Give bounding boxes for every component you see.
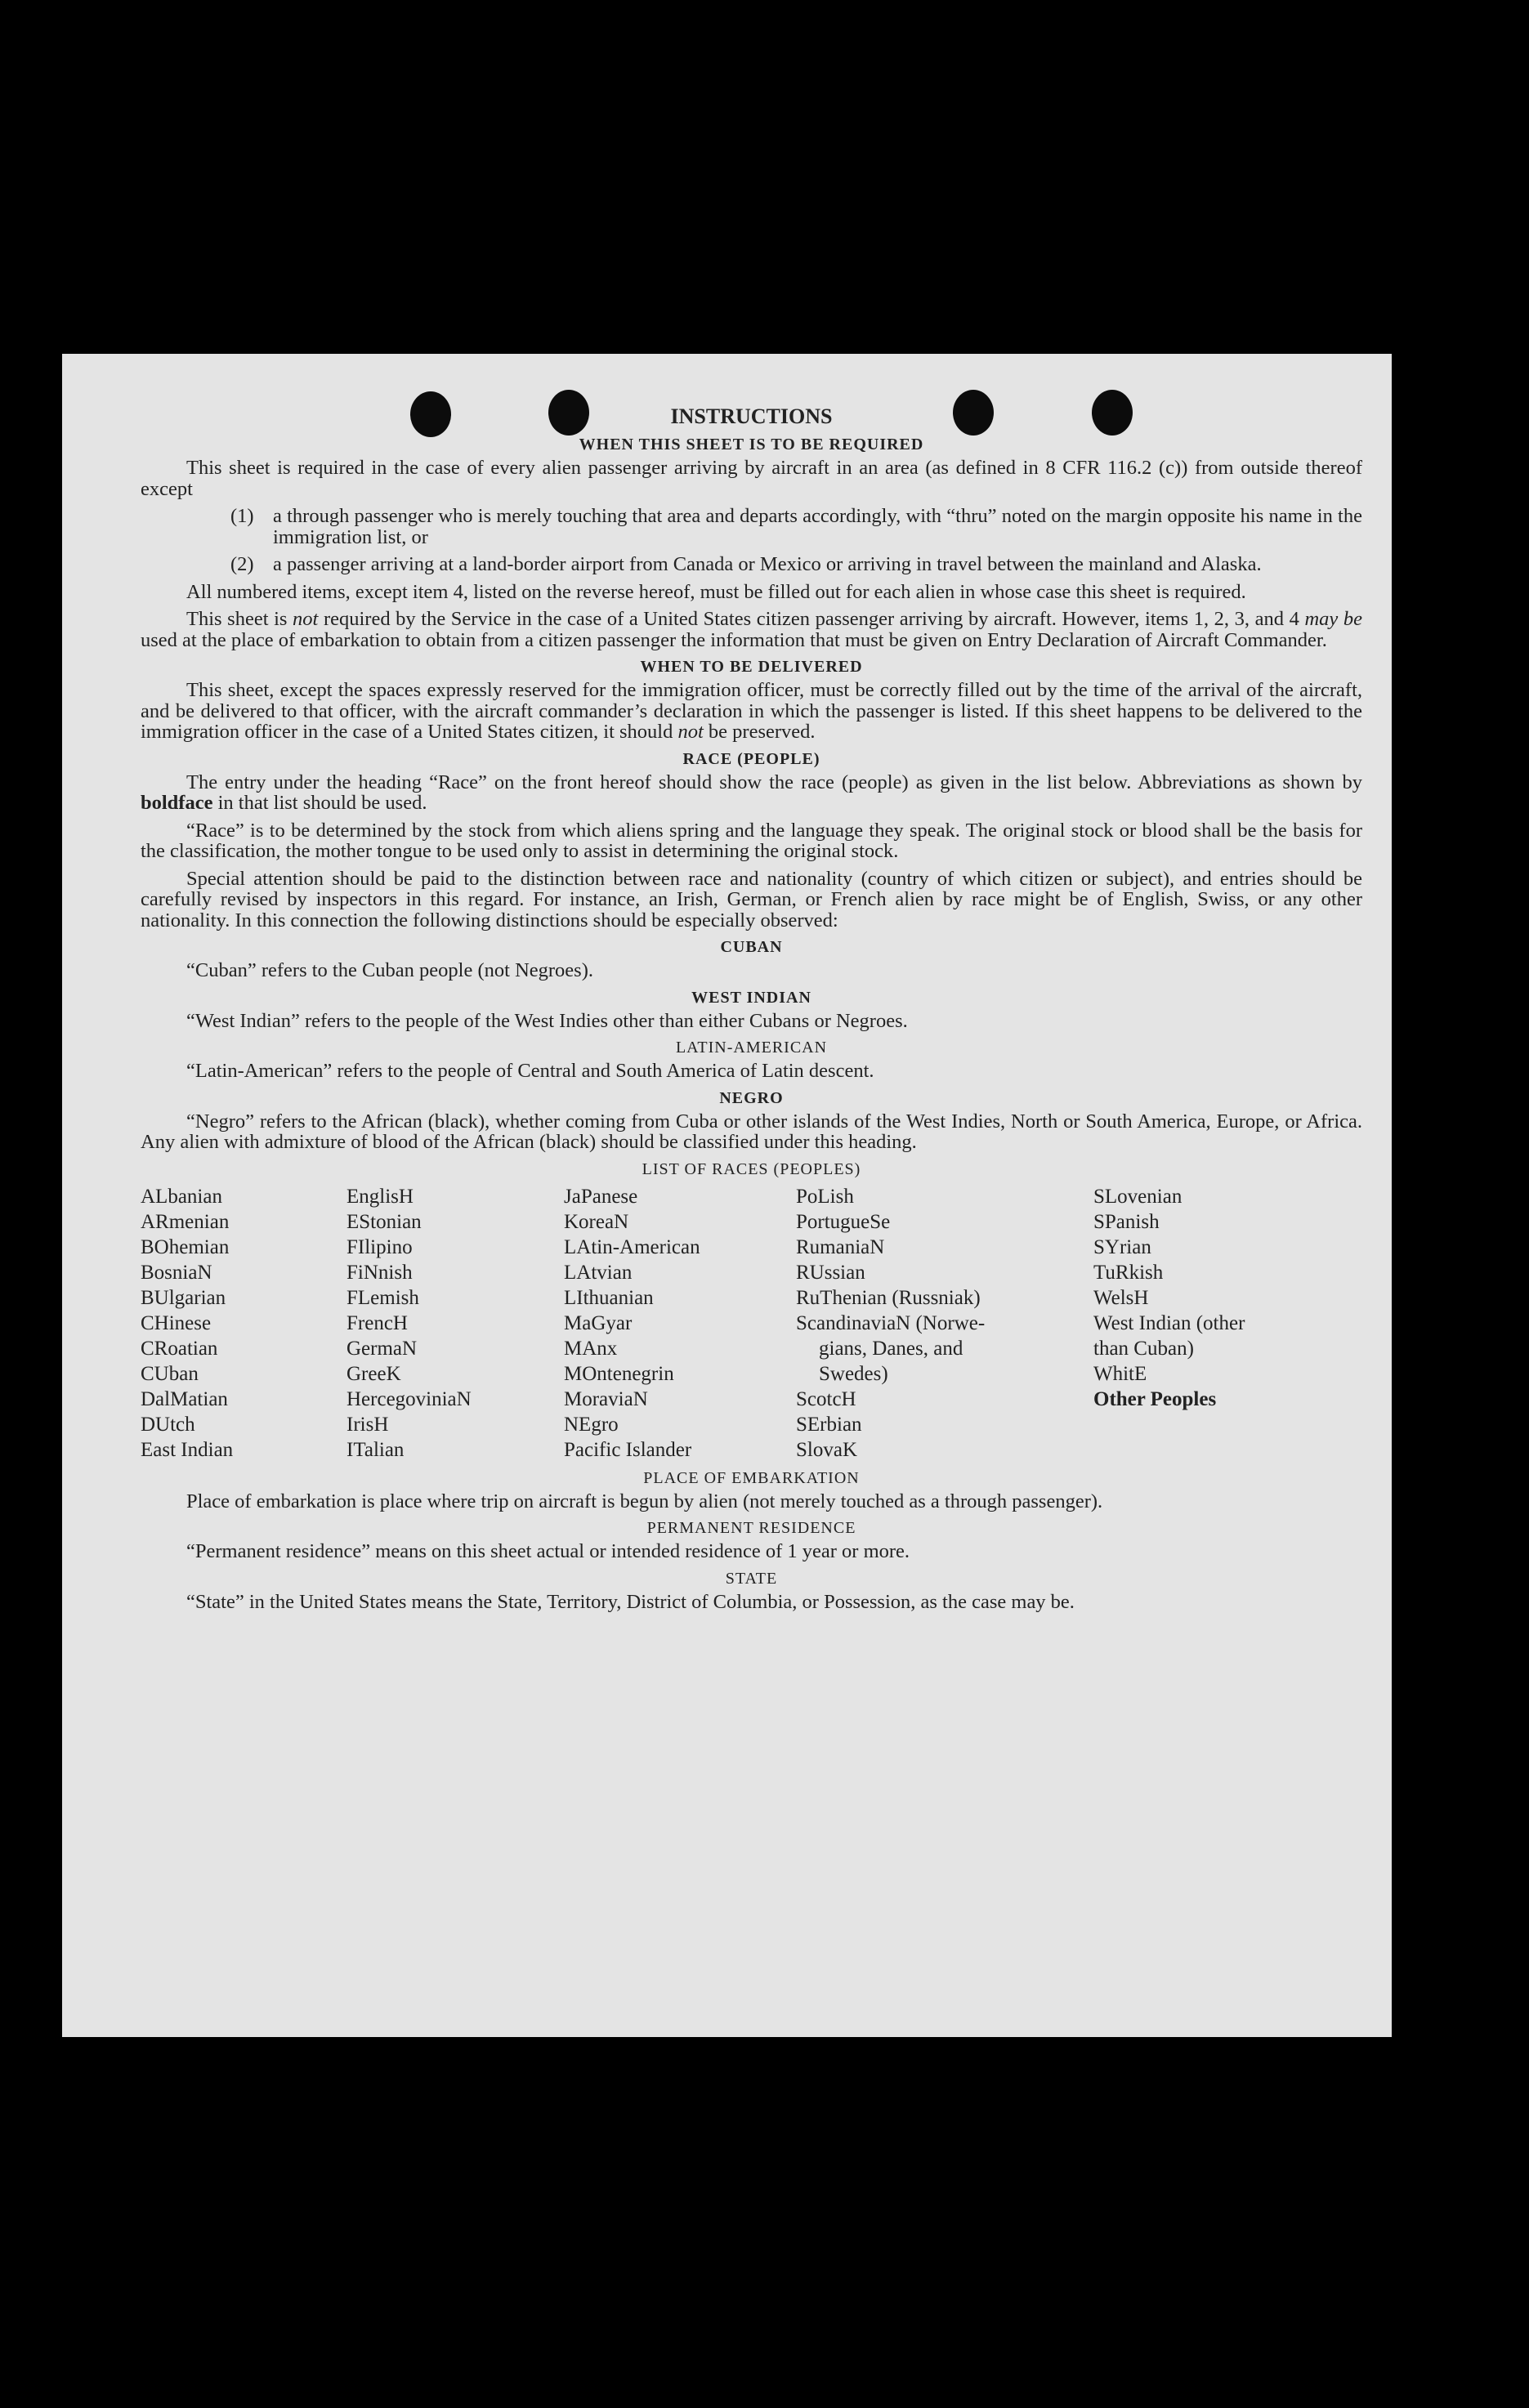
section-heading-place-of-embarkation: PLACE OF EMBARKATION (643, 1468, 860, 1487)
paragraph-latin-american: “Latin-American” refers to the people of Central and South America of Latin descent. (186, 1060, 874, 1082)
section-heading-list-of-races: LIST OF RACES (PEOPLES) (642, 1159, 861, 1178)
race-entry: FIlipino (346, 1235, 413, 1258)
race-entry: BosniaN (141, 1261, 212, 1284)
race-entry: FLemish (346, 1286, 419, 1309)
race-entry: MaGyar (564, 1311, 633, 1334)
race-entry: RumaniaN (796, 1235, 885, 1258)
race-entry: NEgro (564, 1413, 619, 1436)
race-entry: EStonian (346, 1210, 422, 1233)
race-entry-continued: Swedes) (819, 1362, 888, 1385)
race-entry: CHinese (141, 1311, 212, 1334)
race-entry: KoreaN (564, 1210, 629, 1233)
race-entry: BOhemian (141, 1235, 230, 1258)
section-heading-west-indian: WEST INDIAN (691, 988, 811, 1007)
race-entry: GermaN (346, 1337, 418, 1360)
section-heading-permanent-residence: PERMANENT RESIDENCE (646, 1519, 856, 1537)
item-text: a through passenger who is merely touching that area and departs accordingly, with “thru” noted on the margin opposite his name in the immigration list, or (273, 505, 1362, 548)
races-column (346, 1184, 564, 1463)
race-entry: LAtin-American (564, 1235, 700, 1258)
race-entry: FiNnish (346, 1261, 413, 1284)
paragraph-citizen-passenger (141, 609, 1362, 650)
item-text: a passenger arriving at a land-border airport from Canada or Mexico or arriving in travel between the mainland and Alaska. (273, 553, 1262, 575)
item-number: (2) (230, 553, 254, 575)
paragraph-state: “State” in the United States means the State, Territory, District of Columbia, or Possession, as the case may be. (186, 1590, 1075, 1613)
race-entry: LAtvian (564, 1261, 633, 1284)
race-entry-continued: gians, Danes, and (819, 1337, 963, 1360)
race-entry: West Indian (other (1093, 1311, 1245, 1334)
race-entry: DalMatian (141, 1387, 228, 1410)
race-entry: HercegoviniaN (346, 1387, 472, 1410)
race-entry: WhitE (1093, 1362, 1147, 1385)
text-run: The entry under the heading “Race” on the front hereof should show the race (people) as given in the list below. Abbreviations as shown by (186, 771, 1362, 793)
race-entry: ALbanian (141, 1185, 222, 1208)
section-heading-latin-american: LATIN-AMERICAN (675, 1039, 828, 1057)
text-run: This sheet, except the spaces expressly reserved for the immigration officer, must be correctly filled out by the time of the arrival of the aircraft, and be delivered to that officer, with the aircraft commander’s declaration in which the passenger is listed. If this sheet happens to be delivered to the immigration officer in the case of a United States citizen, it should (141, 679, 1362, 743)
race-entry: Pacific Islander (564, 1438, 692, 1461)
race-entry: LIthuanian (564, 1286, 654, 1309)
races-list (141, 1184, 1362, 1463)
race-entry: MAnx (564, 1337, 618, 1360)
race-entry: MOntenegrin (564, 1362, 674, 1385)
race-entry: SPanish (1093, 1210, 1160, 1233)
race-entry: PoLish (796, 1185, 854, 1208)
text-run: This sheet is (186, 608, 293, 630)
race-entry: GreeK (346, 1362, 401, 1385)
instructions-content (141, 404, 1362, 1619)
races-column (564, 1184, 796, 1463)
races-column (796, 1184, 1093, 1463)
page-title: INSTRUCTIONS (670, 404, 833, 428)
section-heading-race: RACE (PEOPLE) (682, 749, 820, 768)
section-heading-state: STATE (725, 1569, 778, 1588)
paragraph-race-entry (141, 772, 1362, 814)
race-entry: CRoatian (141, 1337, 218, 1360)
section-heading-when-required: WHEN THIS SHEET IS TO BE REQUIRED (579, 436, 924, 453)
text-run: in that list should be used. (212, 792, 427, 814)
section-heading-cuban: CUBAN (720, 938, 783, 956)
paragraph-west-indian: “West Indian” refers to the people of the West Indies other than either Cubans or Negroes. (186, 1009, 908, 1032)
bold-text: boldface (141, 792, 213, 814)
text-run: be preserved. (703, 721, 816, 743)
race-entry: IrisH (346, 1413, 389, 1436)
race-entry: PortugueSe (796, 1210, 891, 1233)
paragraph-race-nationality: Special attention should be paid to the distinction between race and nationality (country of which citizen or subject), and entries should be carefully revised by inspectors in this regard. For instance, an Irish, German, or French alien by race might be of English, Swiss, or any other nationality. In this connection the following distinctions should be especially observed: (141, 867, 1362, 931)
emphasis-text: not (677, 721, 704, 743)
exception-item (230, 506, 1362, 547)
race-entry: RUssian (796, 1261, 865, 1284)
paragraph-cuban: “Cuban” refers to the Cuban people (not Negroes). (186, 959, 593, 981)
race-entry: ARmenian (141, 1210, 230, 1233)
emphasis-text: not (293, 608, 319, 630)
race-entry: JaPanese (564, 1185, 638, 1208)
race-entry: East Indian (141, 1438, 234, 1461)
race-entry: DUtch (141, 1413, 195, 1436)
race-entry: SErbian (796, 1413, 862, 1436)
race-entry: EnglisH (346, 1185, 414, 1208)
races-column (141, 1184, 346, 1463)
race-entry: BUlgarian (141, 1286, 226, 1309)
section-heading-negro: NEGRO (719, 1088, 784, 1107)
race-entry: Other Peoples (1093, 1387, 1217, 1410)
race-entry: RuThenian (Russniak) (796, 1286, 981, 1309)
paragraph-negro: “Negro” refers to the African (black), whether coming from Cuba or other islands of the West Indies, North or South America, Europe, or Africa. Any alien with admixture of blood of the African (black) should be classified under this heading. (141, 1110, 1362, 1153)
paragraph-when-delivered (141, 680, 1362, 743)
paragraph-place-of-embarkation: Place of embarkation is place where trip on aircraft is begun by alien (not merely touched as a through passenger). (186, 1490, 1103, 1512)
section-heading-when-delivered: WHEN TO BE DELIVERED (640, 658, 863, 676)
paragraph-when-required-intro: This sheet is required in the case of every alien passenger arriving by aircraft in an area (as defined in 8 CFR 116.2 (c)) from outside thereof except (141, 457, 1362, 500)
document-sheet (62, 354, 1392, 2037)
emphasis-text: may be (1304, 608, 1362, 630)
race-entry: MoraviaN (564, 1387, 648, 1410)
text-run: required by the Service in the case of a United States citizen passenger arriving by aircraft. However, items 1, 2, 3, and 4 (318, 608, 1305, 630)
race-entry: ScotcH (796, 1387, 856, 1410)
race-entry: TuRkish (1093, 1261, 1164, 1284)
paragraph-numbered-items: All numbered items, except item 4, listed on the reverse hereof, must be filled out for each alien in whose case this sheet is required. (186, 580, 1246, 603)
race-entry: ITalian (346, 1438, 405, 1461)
race-entry: WelsH (1093, 1286, 1149, 1309)
race-entry-continued: than Cuban) (1093, 1337, 1194, 1360)
race-entry: FrencH (346, 1311, 408, 1334)
race-entry: ScandinaviaN (Norwe- (796, 1311, 986, 1334)
race-entry: SYrian (1093, 1235, 1151, 1258)
races-column (1093, 1184, 1339, 1463)
paragraph-race-definition: “Race” is to be determined by the stock from which aliens spring and the language they speak. The original stock or blood shall be the basis for the classification, the mother tongue to be used only to assist in determining the original stock. (141, 819, 1362, 862)
exception-item (230, 554, 1362, 575)
race-entry: SlovaK (796, 1438, 857, 1461)
paragraph-permanent-residence: “Permanent residence” means on this sheet actual or intended residence of 1 year or more. (186, 1540, 910, 1562)
item-number: (1) (230, 505, 254, 527)
race-entry: CUban (141, 1362, 199, 1385)
race-entry: SLovenian (1093, 1185, 1183, 1208)
text-run: used at the place of embarkation to obtain from a citizen passenger the information that must be given on Entry Declaration of Aircraft Commander. (141, 628, 1327, 651)
